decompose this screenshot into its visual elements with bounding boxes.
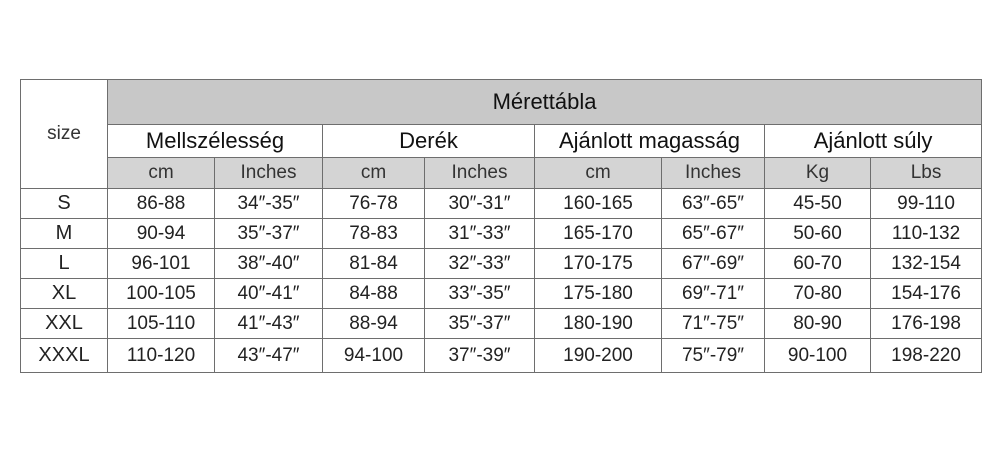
- table-cell: 45-50: [765, 189, 871, 219]
- table-cell: 88-94: [323, 309, 425, 339]
- unit-header: Inches: [662, 158, 765, 189]
- unit-header: cm: [108, 158, 215, 189]
- table-cell: 37″-39″: [425, 339, 535, 373]
- table-cell: 198-220: [871, 339, 982, 373]
- table-cell: 90-94: [108, 219, 215, 249]
- size-column-header: size: [21, 80, 108, 189]
- table-cell: 35″-37″: [215, 219, 323, 249]
- table-cell: 90-100: [765, 339, 871, 373]
- unit-header: Inches: [425, 158, 535, 189]
- size-label: XXL: [21, 309, 108, 339]
- group-header-waist: Derék: [323, 125, 535, 158]
- table-cell: 69″-71″: [662, 279, 765, 309]
- table-cell: 176-198: [871, 309, 982, 339]
- table-row: [21, 189, 982, 219]
- size-label: S: [21, 189, 108, 219]
- table-cell: 170-175: [535, 249, 662, 279]
- table-cell: 33″-35″: [425, 279, 535, 309]
- table-cell: 86-88: [108, 189, 215, 219]
- table-cell: 31″-33″: [425, 219, 535, 249]
- table-title: Mérettábla: [108, 80, 982, 125]
- table-row: [21, 309, 982, 339]
- table-cell: 35″-37″: [425, 309, 535, 339]
- table-cell: 99-110: [871, 189, 982, 219]
- unit-header: Kg: [765, 158, 871, 189]
- unit-header: cm: [535, 158, 662, 189]
- table-cell: 63″-65″: [662, 189, 765, 219]
- table-row: [21, 279, 982, 309]
- table-cell: 190-200: [535, 339, 662, 373]
- unit-header: cm: [323, 158, 425, 189]
- table-cell: 60-70: [765, 249, 871, 279]
- size-label: XL: [21, 279, 108, 309]
- table-cell: 81-84: [323, 249, 425, 279]
- table-cell: 160-165: [535, 189, 662, 219]
- unit-header: Inches: [215, 158, 323, 189]
- size-chart-table: [20, 79, 982, 373]
- size-label: L: [21, 249, 108, 279]
- table-cell: 80-90: [765, 309, 871, 339]
- table-cell: 165-170: [535, 219, 662, 249]
- table-cell: 32″-33″: [425, 249, 535, 279]
- table-cell: 41″-43″: [215, 309, 323, 339]
- table-row: [21, 219, 982, 249]
- table-cell: 100-105: [108, 279, 215, 309]
- table-cell: 105-110: [108, 309, 215, 339]
- table-cell: 43″-47″: [215, 339, 323, 373]
- table-cell: 132-154: [871, 249, 982, 279]
- table-cell: 96-101: [108, 249, 215, 279]
- group-header-weight: Ajánlott súly: [765, 125, 982, 158]
- table-cell: 65″-67″: [662, 219, 765, 249]
- table-cell: 34″-35″: [215, 189, 323, 219]
- table-cell: 30″-31″: [425, 189, 535, 219]
- table-cell: 110-120: [108, 339, 215, 373]
- table-cell: 94-100: [323, 339, 425, 373]
- size-label: XXXL: [21, 339, 108, 373]
- table-cell: 40″-41″: [215, 279, 323, 309]
- table-cell: 76-78: [323, 189, 425, 219]
- table-cell: 50-60: [765, 219, 871, 249]
- table-cell: 75″-79″: [662, 339, 765, 373]
- unit-header: Lbs: [871, 158, 982, 189]
- table-row: [21, 249, 982, 279]
- group-header-chest: Mellszélesség: [108, 125, 323, 158]
- table-row: [21, 339, 982, 373]
- table-cell: 67″-69″: [662, 249, 765, 279]
- unit-header-row: [21, 158, 982, 189]
- table-cell: 154-176: [871, 279, 982, 309]
- group-header-height: Ajánlott magasság: [535, 125, 765, 158]
- table-cell: 78-83: [323, 219, 425, 249]
- table-cell: 38″-40″: [215, 249, 323, 279]
- table-cell: 175-180: [535, 279, 662, 309]
- size-label: M: [21, 219, 108, 249]
- table-cell: 71″-75″: [662, 309, 765, 339]
- table-cell: 180-190: [535, 309, 662, 339]
- table-cell: 110-132: [871, 219, 982, 249]
- title-row: [21, 80, 982, 125]
- table-cell: 70-80: [765, 279, 871, 309]
- table-cell: 84-88: [323, 279, 425, 309]
- group-header-row: [21, 125, 982, 158]
